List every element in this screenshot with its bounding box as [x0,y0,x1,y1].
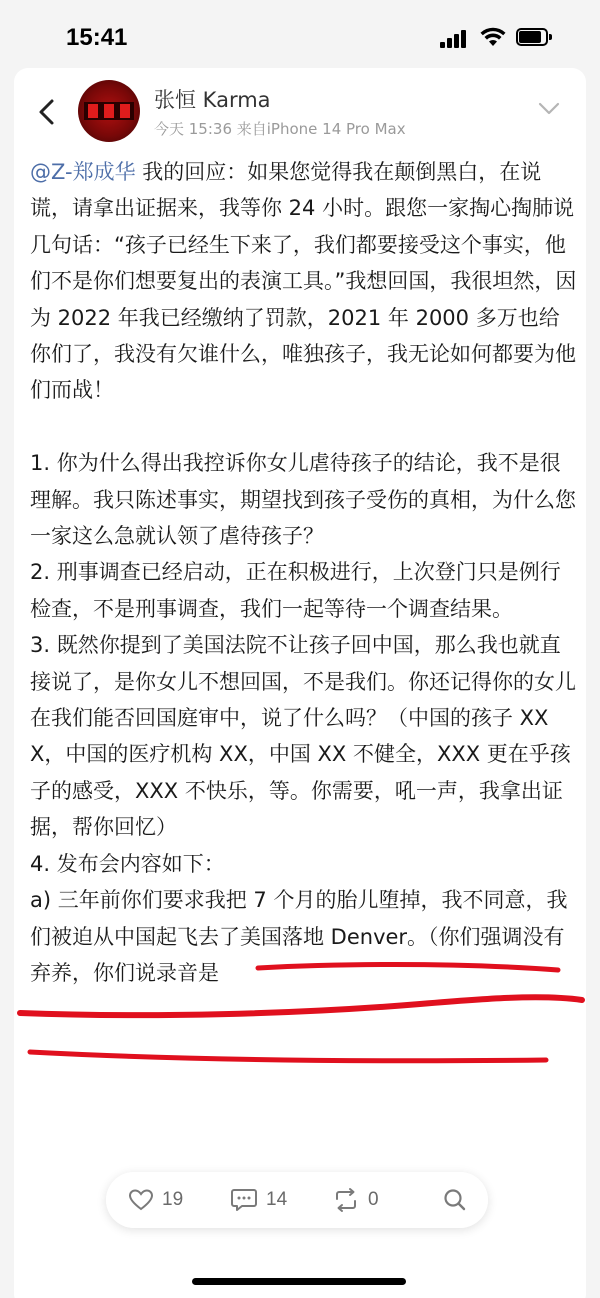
comment-icon [230,1187,258,1213]
cellular-signal-icon [440,30,468,48]
search-icon [442,1187,468,1213]
avatar[interactable] [78,80,140,142]
battery-icon [516,28,552,46]
list-item: 3. 既然你提到了美国法院不让孩子回中国，那么我也就直接说了，是你女儿不想回国，不是我们。你还记得你的女儿在我们能否回国庭审中，说了什么吗？（中国的孩子 XXX，中国的医疗机构 XX，中国 XX 不健全，XXX 更在乎孩子的感受，XXX 不快乐，等。你需要，吼一声，我拿出证据，帮你回忆） [30,633,576,840]
post-card [14,68,586,1298]
post-intro-paragraph [30,154,578,409]
back-icon[interactable] [36,98,58,126]
paragraph-spacer [30,409,578,445]
like-count: 19 [162,1189,184,1210]
intro-text: 我的回应：如果您觉得我在颠倒黑白，在说谎，请拿出证据来，我等你 24 小时。跟您一家掏心掏肺说几句话：“孩子已经生下来了，我们都要接受这个事实，他们不是你们想要复出的表演工具。”我想回国，我很坦然，因为 2022 年我已经缴纳了罚款，2021 年 2000 多万也给你们了，我没有欠谁什么，唯独孩子，我无论如何都要为他们而战！ [30,160,577,403]
list-item: 2. 刑事调查已经启动，正在积极进行，上次登门只是例行检查，不是刑事调查，我们一起等待一个调查结果。 [30,560,561,621]
comment-count: 14 [266,1189,288,1210]
heart-icon [128,1188,154,1212]
chevron-down-icon[interactable] [538,102,560,116]
list-item: a) 三年前你们要求我把 7 个月的胎儿堕掉，我不同意，我们被迫从中国起飞去了美国落地 Denver。（你们强调没有弃养，你们说录音是 [30,888,568,985]
post-body [30,154,578,991]
list-item: 4. 发布会内容如下： [30,851,225,876]
repost-button[interactable] [332,1186,379,1214]
wifi-icon [480,26,506,48]
comment-button[interactable] [230,1186,287,1214]
status-time: 15:41 [66,24,128,51]
list-item: 1. 你为什么得出我控诉你女儿虐待孩子的结论，我不是很理解。我只陈述事实，期望找到孩子受伤的真相，为什么您一家这么急就认领了虐待孩子？ [30,451,576,549]
repost-count: 0 [368,1189,379,1210]
action-bar [106,1172,488,1228]
author-name[interactable]: 张恒 Karma [154,88,271,112]
status-bar [0,0,600,70]
like-button[interactable] [128,1186,183,1214]
post-meta: 今天 15:36 来自iPhone 14 Pro Max [154,120,406,138]
mention-link[interactable]: @Z-郑成华 [30,160,136,184]
home-indicator [192,1278,406,1285]
search-button[interactable] [442,1186,468,1214]
repost-icon [332,1187,360,1213]
